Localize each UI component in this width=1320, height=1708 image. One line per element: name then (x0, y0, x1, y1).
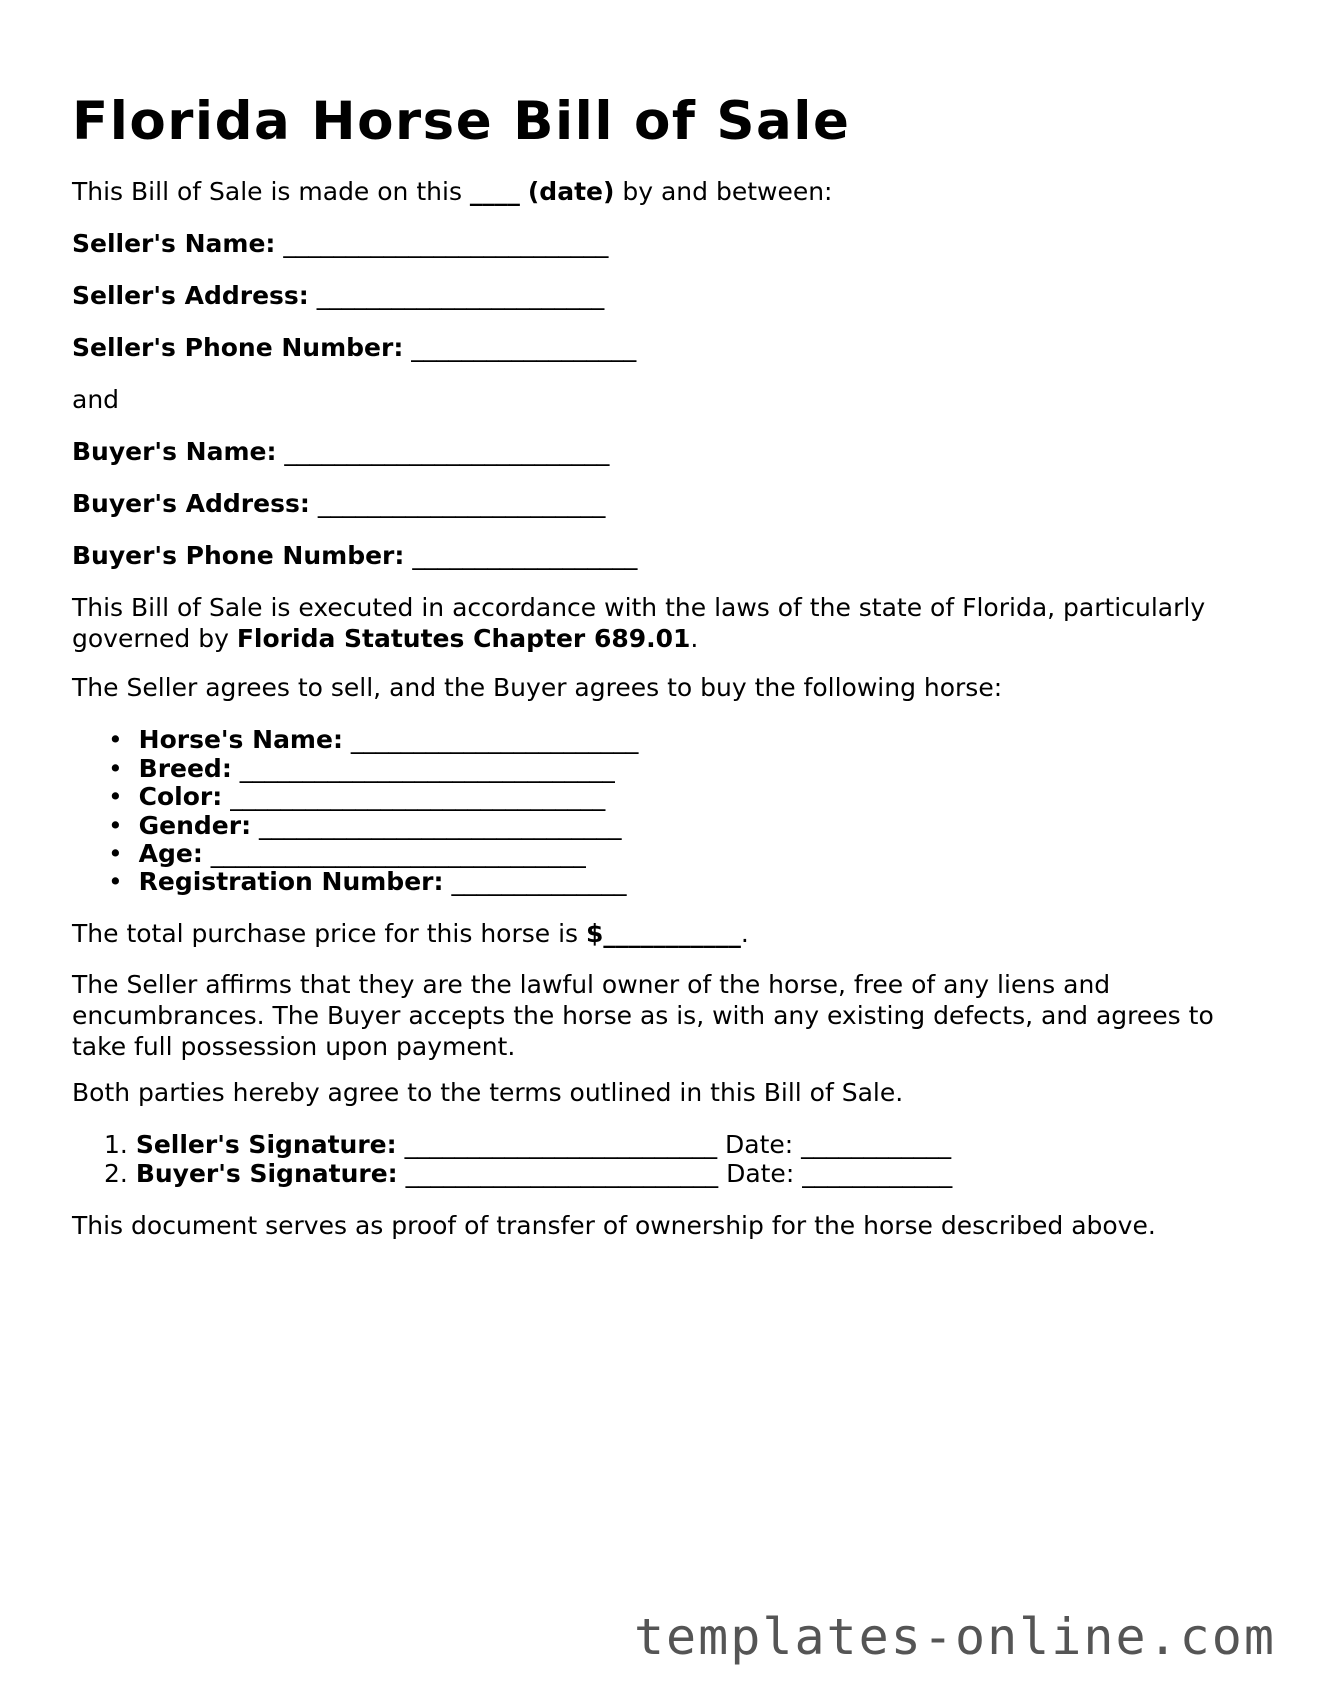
seller-address-field[interactable]: _______________________ (316, 281, 605, 310)
signature-item (104, 1158, 952, 1189)
buyer-date-field[interactable]: ____________ (802, 1159, 953, 1188)
and-text: and (72, 385, 120, 414)
bullet-icon: • (108, 867, 139, 896)
list-item (108, 781, 605, 812)
color-label: Color: (138, 782, 223, 811)
law-paragraph (72, 592, 1262, 654)
price-prefix: The total purchase price for this horse is (72, 919, 587, 948)
list-item (108, 810, 622, 841)
date-label: (date) (527, 177, 615, 206)
buyer-address-line (72, 488, 605, 519)
seller-phone-line (72, 332, 636, 363)
seller-name-field[interactable]: __________________________ (283, 229, 609, 258)
list-number: 1. (104, 1130, 128, 1159)
age-field[interactable]: ______________________________ (210, 839, 586, 868)
date-blank[interactable]: ____ (469, 177, 520, 206)
color-field[interactable]: ______________________________ (230, 782, 606, 811)
gender-label: Gender: (138, 811, 252, 840)
list-item (108, 753, 615, 784)
buyer-date-label: Date: (726, 1159, 795, 1188)
seller-signature-label: Seller's Signature: (135, 1130, 397, 1159)
gender-field[interactable]: _____________________________ (259, 811, 622, 840)
document-title: Florida Horse Bill of Sale (72, 91, 851, 152)
law-suffix: . (690, 624, 699, 653)
breed-label: Breed: (138, 754, 232, 783)
intro-prefix: This Bill of Sale is made on this (72, 177, 470, 206)
horse-name-field[interactable]: _______________________ (350, 725, 639, 754)
list-item (108, 866, 626, 897)
buyer-phone-field[interactable]: __________________ (412, 541, 638, 570)
watermark: templates-online.com (633, 1608, 1276, 1666)
seller-phone-label: Seller's Phone Number: (72, 333, 404, 362)
seller-name-label: Seller's Name: (72, 229, 276, 258)
list-item (108, 724, 638, 755)
price-line (72, 918, 749, 949)
buyer-signature-label: Buyer's Signature: (135, 1159, 398, 1188)
breed-field[interactable]: ______________________________ (239, 754, 615, 783)
buyer-address-field[interactable]: _______________________ (317, 489, 606, 518)
statute-reference: Florida Statutes Chapter 689.01 (236, 624, 691, 653)
registration-number-field[interactable]: ______________ (451, 867, 627, 896)
list-number: 2. (104, 1159, 128, 1188)
buyer-address-label: Buyer's Address: (72, 489, 310, 518)
buyer-name-label: Buyer's Name: (72, 437, 277, 466)
seller-date-label: Date: (725, 1130, 794, 1159)
seller-phone-field[interactable]: __________________ (411, 333, 637, 362)
list-item (108, 838, 586, 869)
closing-paragraph: This document serves as proof of transfer of ownership for the horse described above. (72, 1211, 1156, 1240)
buyer-signature-field[interactable]: _________________________ (405, 1159, 719, 1188)
bullet-icon: • (108, 782, 139, 811)
intro-line (72, 176, 832, 207)
seller-signature-field[interactable]: _________________________ (404, 1130, 718, 1159)
bullet-icon: • (108, 754, 139, 783)
price-suffix: . (740, 919, 749, 948)
buyer-phone-label: Buyer's Phone Number: (72, 541, 405, 570)
buyer-phone-line (72, 540, 637, 571)
seller-date-field[interactable]: ____________ (801, 1130, 952, 1159)
buyer-name-line (72, 436, 609, 467)
signature-item (104, 1129, 951, 1160)
intro-suffix: by and between: (614, 177, 833, 206)
registration-number-label: Registration Number: (138, 867, 444, 896)
bullet-icon: • (108, 725, 139, 754)
horse-name-label: Horse's Name: (138, 725, 343, 754)
seller-name-line (72, 228, 608, 259)
seller-address-line (72, 280, 604, 311)
affirm-paragraph: The Seller affirms that they are the lawful owner of the horse, free of any liens and encumbrances. The Buyer accepts the horse as is, with any existing defects, and agrees to take full possession upon payment. (72, 970, 1214, 1061)
bullet-icon: • (108, 811, 139, 840)
buyer-name-field[interactable]: __________________________ (284, 437, 610, 466)
agree-paragraph: The Seller agrees to sell, and the Buyer agrees to buy the following horse: (72, 673, 1003, 702)
age-label: Age: (138, 839, 203, 868)
price-field[interactable]: $___________ (586, 919, 741, 948)
both-parties-paragraph: Both parties hereby agree to the terms outlined in this Bill of Sale. (72, 1078, 904, 1107)
seller-address-label: Seller's Address: (72, 281, 309, 310)
bullet-icon: • (108, 839, 139, 868)
law-prefix: This Bill of Sale is executed in accordance with the laws of the state of Florida, particularly governed by (72, 593, 1206, 653)
